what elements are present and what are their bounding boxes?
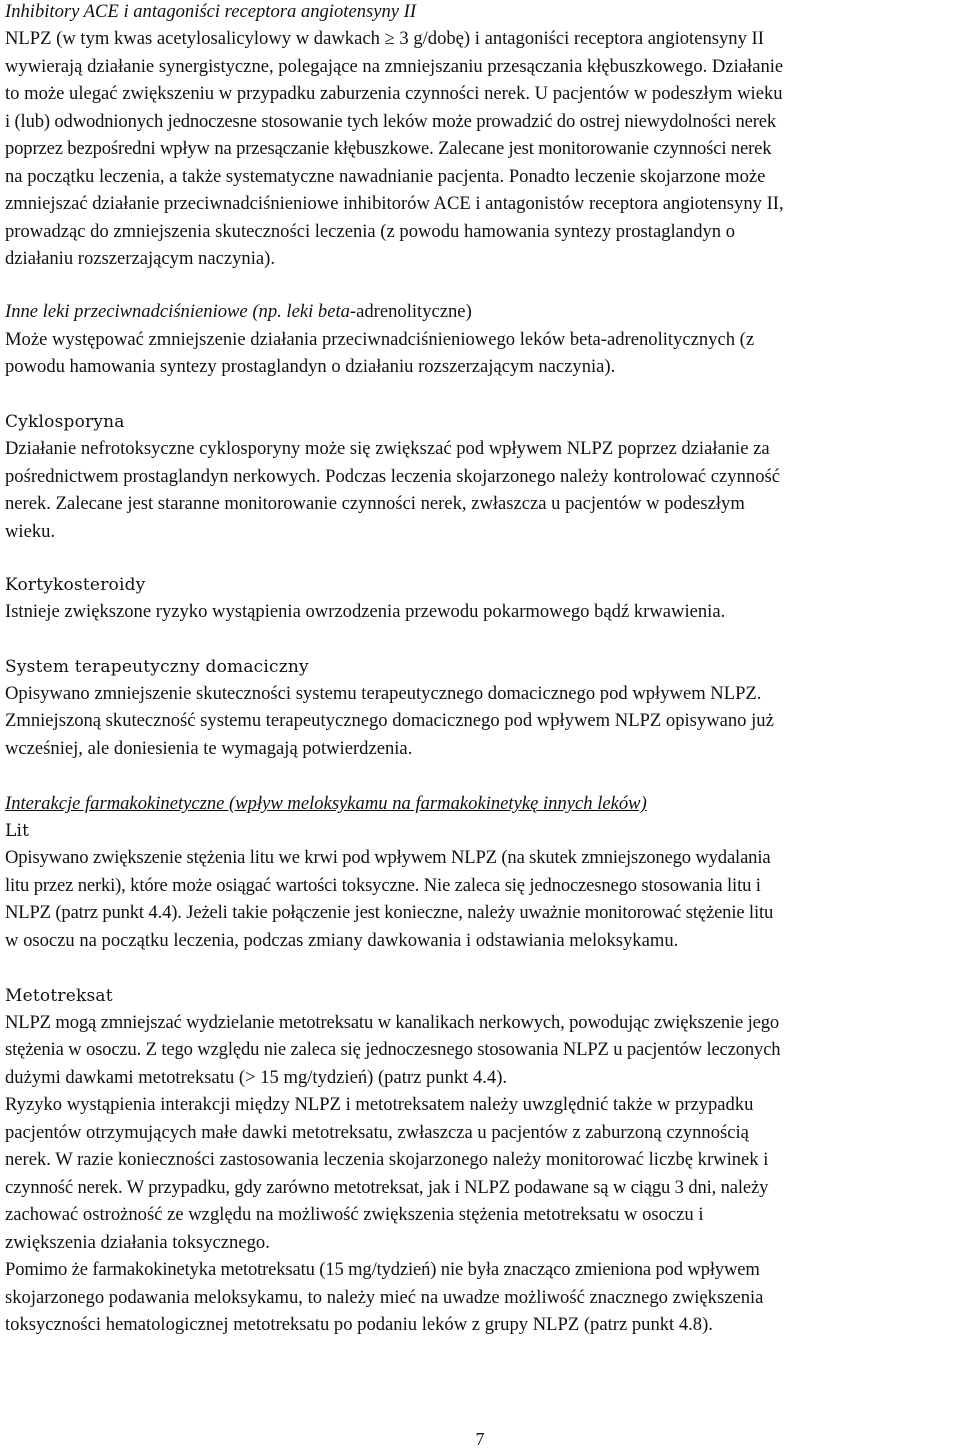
page-number: 7 — [475, 1429, 485, 1449]
paragraph-line: nerek. Zalecane jest staranne monitorowanie czynności nerek, zwłaszcza u pacjentów w podeszłym — [5, 493, 745, 514]
section-heading-pharmacokinetic: Interakcje farmakokinetyczne (wpływ meloksykamu na farmakokinetykę innych leków) — [5, 793, 647, 814]
paragraph-line: pośrednictwem prostaglandyn nerkowych. Podczas leczenia skojarzonego należy kontrolować czynność — [5, 466, 780, 487]
paragraph-line: i (lub) odwodnionych jednoczesne stosowanie tych leków może prowadzić do ostrej niewydolności nerek — [5, 111, 777, 132]
paragraph-line: NLPZ mogą zmniejszać wydzielanie metotreksatu w kanalikach nerkowych, powodując zwiększenie jego — [5, 1012, 780, 1033]
paragraph-line: na początku leczenia, a także systematyczne nawadnianie pacjenta. Ponadto leczenie skojarzone może — [5, 166, 766, 187]
paragraph-line: pacjentów otrzymujących małe dawki metotreksatu, zwłaszcza u pacjentów z zaburzoną czynnością — [5, 1122, 749, 1143]
section-heading-antihypertensives — [5, 300, 472, 324]
paragraph-line: wywierają działanie synergistyczne, polegające na zmniejszaniu przesączania kłębuszkowego. Działanie — [5, 56, 784, 77]
paragraph-line: w osoczu na początku leczenia, podczas zmiany dawkowania i odstawiania meloksykamu. — [5, 930, 679, 951]
subheading-lithium: Lit — [5, 821, 30, 841]
paragraph-line: dużymi dawkami metotreksatu (> 15 mg/tydzień) (patrz punkt 4.4). — [5, 1067, 508, 1088]
section-heading-cyclosporine: Cyklosporyna — [5, 412, 125, 432]
paragraph-line: zwiększenia działania toksycznego. — [5, 1232, 270, 1253]
paragraph-line: zmniejszać działanie przeciwnadciśnieniowe inhibitorów ACE i antagonistów receptora angiotensyny II, — [5, 193, 784, 214]
paragraph-line: powodu hamowania syntezy prostaglandyn o działaniu rozszerzającym naczynia). — [5, 356, 616, 377]
paragraph-line: litu przez nerki), które może osiągać wartości toksyczne. Nie zaleca się jednoczesnego stosowania litu i — [5, 875, 761, 896]
paragraph-line: Działanie nefrotoksyczne cyklosporyny może się zwiększać pod wpływem NLPZ poprzez działanie za — [5, 438, 770, 459]
paragraph-line: zachować ostrożność ze względu na możliwość zwiększenia stężenia metotreksatu w osoczu i — [5, 1204, 704, 1225]
paragraph-line: Opisywano zwiększenie stężenia litu we krwi pod wpływem NLPZ (na skutek zmniejszonego wydalania — [5, 847, 771, 868]
paragraph-line: NLPZ (patrz punkt 4.4). Jeżeli takie połączenie jest konieczne, należy uważnie monitorować stężenie litu — [5, 902, 774, 923]
section-heading-iud: System terapeutyczny domaciczny — [5, 657, 309, 677]
heading-italic-part: Inne leki przeciwnadciśnieniowe (np. leki beta- — [5, 301, 357, 322]
paragraph-line: Zmniejszoną skuteczność systemu terapeutycznego domacicznego pod wpływem NLPZ opisywano już — [5, 710, 774, 731]
paragraph-line: prowadząc do zmniejszenia skuteczności leczenia (z powodu hamowania syntezy prostaglandyn o — [5, 221, 736, 242]
paragraph-line: Istnieje zwiększone ryzyko wystąpienia owrzodzenia przewodu pokarmowego bądź krwawienia. — [5, 601, 726, 622]
section-heading-ace: Inhibitory ACE i antagoniści receptora angiotensyny II — [5, 1, 417, 22]
section-heading-methotrexate: Metotreksat — [5, 986, 113, 1006]
paragraph-line: NLPZ (w tym kwas acetylosalicylowy w dawkach ≥ 3 g/dobę) i antagoniści receptora angiotensyny II — [5, 28, 764, 49]
paragraph-line: skojarzonego podawania meloksykamu, to należy mieć na uwadze możliwość znacznego zwiększenia — [5, 1287, 764, 1308]
paragraph-line: Ryzyko wystąpienia interakcji między NLPZ i metotreksatem należy uwzględnić także w przypadku — [5, 1094, 754, 1115]
paragraph-line: Może występować zmniejszenie działania przeciwnadciśnieniowego leków beta-adrenolitycznych (z — [5, 329, 755, 350]
paragraph-line: Pomimo że farmakokinetyka metotreksatu (15 mg/tydzień) nie była znacząco zmieniona pod wpływem — [5, 1259, 760, 1280]
paragraph-line: wcześniej, ale doniesienia te wymagają potwierdzenia. — [5, 738, 413, 759]
paragraph-line: Opisywano zmniejszenie skuteczności systemu terapeutycznego domacicznego pod wpływem NLPZ. — [5, 683, 762, 704]
paragraph-line: poprzez bezpośredni wpływ na przesączanie kłębuszkowe. Zalecane jest monitorowanie czynności nerek — [5, 138, 772, 159]
paragraph-line: nerek. W razie konieczności zastosowania leczenia skojarzonego należy monitorować liczbę krwinek i — [5, 1149, 769, 1170]
paragraph-line: stężenia w osoczu. Z tego względu nie zaleca się jednoczesnego stosowania NLPZ u pacjentów leczonych — [5, 1039, 781, 1060]
section-heading-corticosteroids: Kortykosteroidy — [5, 575, 146, 595]
paragraph-line: działaniu rozszerzającym naczynia). — [5, 248, 275, 269]
paragraph-line: czynność nerek. W przypadku, gdy zarówno metotreksat, jak i NLPZ podawane są w ciągu 3 dni, należy — [5, 1177, 769, 1198]
paragraph-line: wieku. — [5, 521, 56, 542]
paragraph-line: toksyczności hematologicznej metotreksatu po podaniu leków z grupy NLPZ (patrz punkt 4.8). — [5, 1314, 713, 1335]
paragraph-line: to może ulegać zwiększeniu w przypadku zaburzenia czynności nerek. U pacjentów w podeszłym wieku — [5, 83, 783, 104]
heading-regular-part: adrenolityczne) — [356, 301, 472, 322]
